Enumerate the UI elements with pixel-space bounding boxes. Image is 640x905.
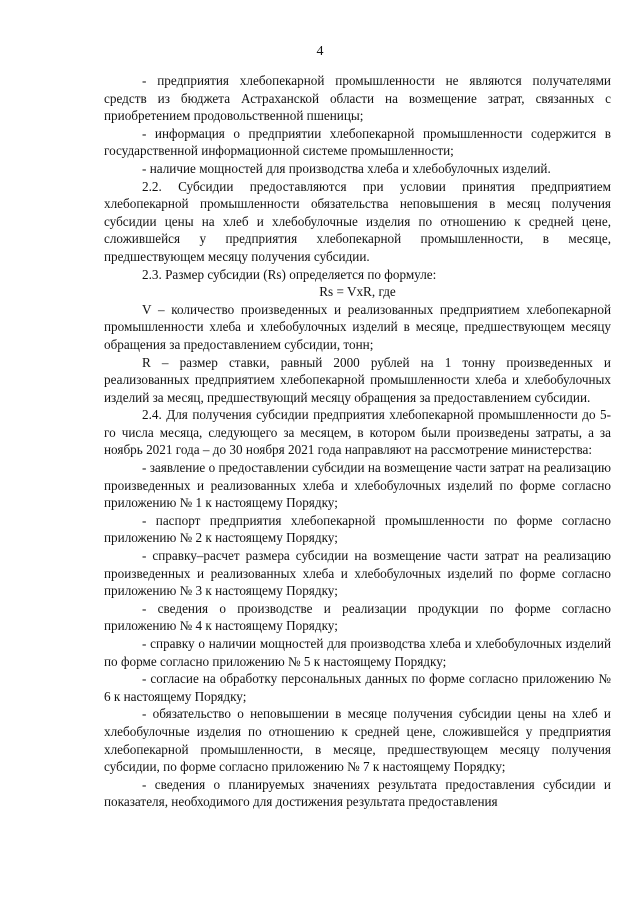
paragraph: 2.4. Для получения субсидии предприятия хлебопекарной промышленности до 5-го числа месяца, следующего за месяцем, в котором были произведены затраты, а за ноябрь 2021 года – до 30 ноября 2021 года направляют на рассмотрение министерства:: [104, 407, 611, 458]
list-item: - сведения о производстве и реализации продукции по форме согласно приложению № 4 к настоящему Порядку;: [104, 600, 611, 634]
document-body: [104, 72, 611, 811]
paragraph: 2.2. Субсидии предоставляются при условии принятия предприятием хлебопекарной промышленности обязательства неповышения в месяц получения субсидии цены на хлеб и хлебобулочные изделия по отношению к средней цене, сложившейся у предприятия хлебопекарной промышленности, в месяце, предшествующем месяцу получения субсидии.: [104, 178, 611, 264]
paragraph: R – размер ставки, равный 2000 рублей на 1 тонну произведенных и реализованных предприятием хлебопекарной промышленности хлеба и хлебобулочных изделий за месяц, предшествующий месяцу обращения за предоставлением субсидии.: [104, 354, 611, 405]
list-item: - заявление о предоставлении субсидии на возмещение части затрат на реализацию произведенных и реализованных хлеба и хлебобулочных изделий по форме согласно приложению № 1 к настоящему Порядку;: [104, 460, 611, 511]
list-item: - справку–расчет размера субсидии на возмещение части затрат на реализацию произведенных и реализованных хлеба и хлебобулочных изделий по форме согласно приложению № 3 к настоящему Порядку;: [104, 548, 611, 599]
list-item: - обязательство о неповышении в месяце получения субсидии цены на хлеб и хлебобулочные изделия по отношению к средней цене, сложившейся у предприятия хлебопекарной промышленности, в месяце, предшествующем месяцу получения субсидии, по форме согласно приложению № 7 к настоящему Порядку;: [104, 706, 611, 775]
paragraph: - предприятия хлебопекарной промышленности не являются получателями средств из бюджета Астраханской области на возмещение затрат, связанных с приобретением продовольственной пшеницы;: [104, 73, 611, 124]
page-number: 4: [316, 44, 324, 59]
paragraph: 2.3. Размер субсидии (Rs) определяется по формуле:: [142, 266, 437, 282]
list-item: - сведения о планируемых значениях результата предоставления субсидии и показателя, необходимого для достижения результата предоставления: [104, 776, 611, 810]
list-item: - согласие на обработку персональных данных по форме согласно приложению № 6 к настоящему Порядку;: [104, 671, 611, 704]
formula: Rs = VxR, где: [319, 284, 396, 300]
list-item: - паспорт предприятия хлебопекарной промышленности по форме согласно приложению № 2 к настоящему Порядку;: [104, 512, 611, 546]
paragraph: V – количество произведенных и реализованных предприятием хлебопекарной промышленности хлеба и хлебобулочных изделий в месяце, предшествующем месяцу обращения за предоставлением субсидии, тонн;: [104, 301, 611, 352]
paragraph: - информация о предприятии хлебопекарной промышленности содержится в государственной информационной системе промышленности;: [104, 125, 611, 159]
paragraph: - наличие мощностей для производства хлеба и хлебобулочных изделий.: [142, 160, 551, 176]
list-item: - справку о наличии мощностей для производства хлеба и хлебобулочных изделий по форме согласно приложению № 5 к настоящему Порядку;: [104, 636, 611, 669]
